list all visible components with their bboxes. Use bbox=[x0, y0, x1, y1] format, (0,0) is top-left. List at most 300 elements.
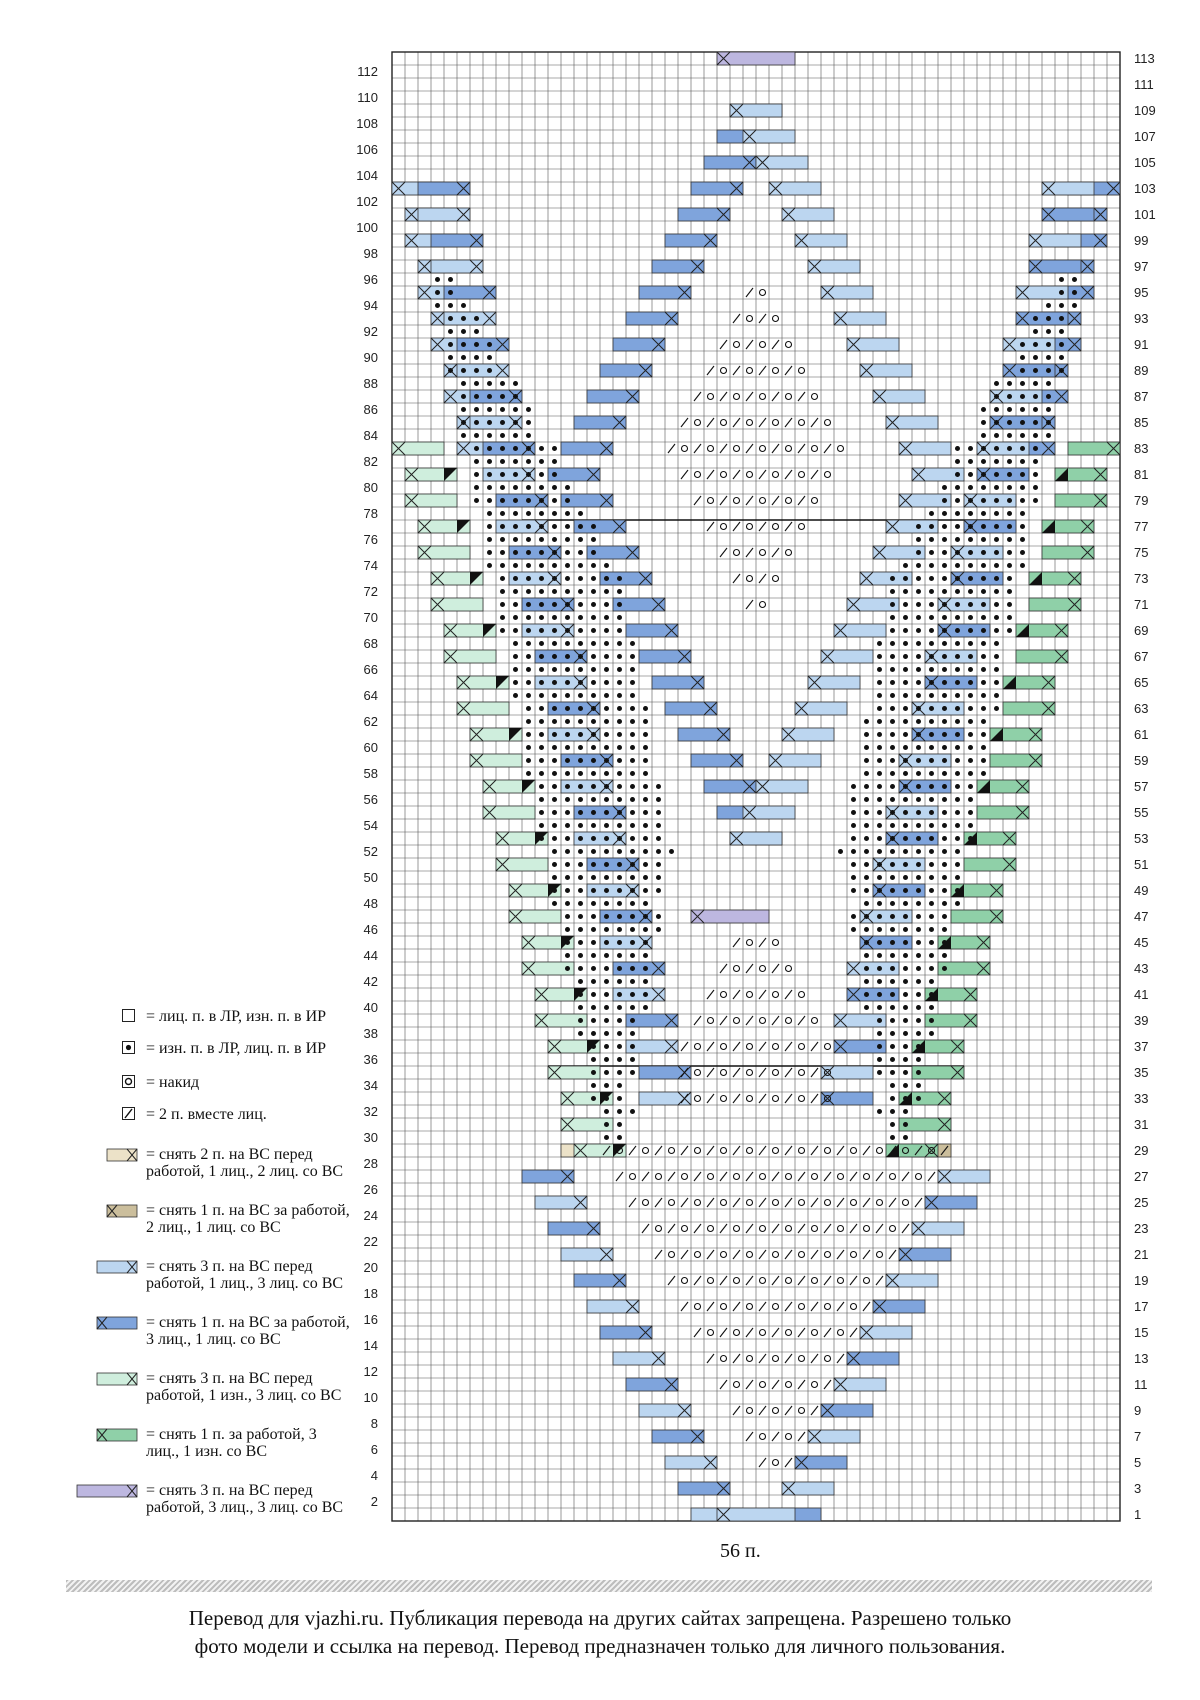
dot-square-icon bbox=[122, 1041, 136, 1055]
row-number-left: 8 bbox=[370, 1416, 378, 1431]
purl-dot bbox=[916, 927, 921, 932]
purl-dot bbox=[591, 771, 596, 776]
purl-dot bbox=[942, 797, 947, 802]
purl-dot bbox=[929, 771, 934, 776]
row-number-right: 63 bbox=[1134, 701, 1149, 716]
purl-dot bbox=[916, 914, 921, 919]
purl-dot bbox=[903, 849, 908, 854]
purl-dot bbox=[448, 355, 453, 360]
purl-dot bbox=[617, 979, 622, 984]
cable-blue-light-icon bbox=[94, 1260, 138, 1274]
purl-dot bbox=[1007, 381, 1012, 386]
purl-dot bbox=[916, 537, 921, 542]
purl-dot bbox=[890, 719, 895, 724]
purl-dot bbox=[955, 485, 960, 490]
purl-dot bbox=[461, 355, 466, 360]
cable-stitch bbox=[1055, 494, 1107, 507]
purl-dot bbox=[500, 433, 505, 438]
purl-dot bbox=[994, 381, 999, 386]
row-number-right: 33 bbox=[1134, 1091, 1149, 1106]
purl-dot bbox=[578, 862, 583, 867]
purl-dot bbox=[552, 810, 557, 815]
purl-dot bbox=[591, 654, 596, 659]
purl-dot bbox=[643, 797, 648, 802]
row-number-left: 58 bbox=[363, 766, 378, 781]
cable-stitch bbox=[834, 624, 886, 637]
purl-dot bbox=[513, 433, 518, 438]
cable-stitch bbox=[743, 130, 795, 143]
purl-dot bbox=[526, 498, 531, 503]
purl-dot bbox=[565, 550, 570, 555]
purl-dot bbox=[994, 446, 999, 451]
purl-dot bbox=[565, 823, 570, 828]
purl-dot bbox=[916, 745, 921, 750]
purl-dot bbox=[903, 745, 908, 750]
purl-dot bbox=[890, 862, 895, 867]
cable-stitch bbox=[626, 1378, 678, 1391]
cable-stitch bbox=[639, 1092, 691, 1105]
stitch-count-label: 56 п. bbox=[720, 1540, 761, 1562]
purl-dot bbox=[994, 576, 999, 581]
purl-dot bbox=[968, 810, 973, 815]
row-number-right: 65 bbox=[1134, 675, 1149, 690]
purl-dot bbox=[552, 823, 557, 828]
purl-dot bbox=[617, 940, 622, 945]
purl-dot bbox=[565, 862, 570, 867]
row-number-left: 50 bbox=[363, 870, 378, 885]
purl-dot bbox=[968, 615, 973, 620]
purl-dot bbox=[916, 758, 921, 763]
cable-stitch bbox=[834, 1378, 886, 1391]
purl-dot bbox=[604, 849, 609, 854]
purl-dot bbox=[552, 654, 557, 659]
row-number-left: 2 bbox=[370, 1494, 378, 1509]
row-number-left: 28 bbox=[363, 1156, 378, 1171]
purl-dot bbox=[890, 615, 895, 620]
purl-dot bbox=[890, 628, 895, 633]
purl-dot bbox=[838, 849, 843, 854]
purl-dot bbox=[929, 927, 934, 932]
purl-dot bbox=[474, 472, 479, 477]
purl-dot bbox=[864, 784, 869, 789]
purl-dot bbox=[916, 641, 921, 646]
purl-dot bbox=[955, 836, 960, 841]
purl-dot bbox=[942, 706, 947, 711]
purl-dot bbox=[851, 914, 856, 919]
purl-dot bbox=[994, 667, 999, 672]
purl-dot bbox=[903, 1005, 908, 1010]
row-number-left: 26 bbox=[363, 1182, 378, 1197]
purl-dot bbox=[630, 641, 635, 646]
cable-stitch bbox=[860, 1326, 912, 1339]
purl-dot bbox=[929, 654, 934, 659]
purl-dot bbox=[552, 602, 557, 607]
purl-dot bbox=[916, 654, 921, 659]
purl-dot bbox=[916, 901, 921, 906]
purl-dot bbox=[617, 654, 622, 659]
purl-dot bbox=[903, 680, 908, 685]
purl-dot bbox=[643, 732, 648, 737]
purl-dot bbox=[916, 1044, 921, 1049]
cable-stitch bbox=[561, 442, 613, 455]
purl-dot bbox=[1020, 355, 1025, 360]
purl-dot bbox=[903, 927, 908, 932]
purl-dot bbox=[916, 1083, 921, 1088]
purl-dot bbox=[929, 641, 934, 646]
purl-dot bbox=[630, 901, 635, 906]
purl-dot bbox=[513, 420, 518, 425]
purl-dot bbox=[955, 706, 960, 711]
purl-dot bbox=[513, 407, 518, 412]
purl-dot bbox=[487, 433, 492, 438]
purl-dot bbox=[929, 680, 934, 685]
purl-dot bbox=[578, 680, 583, 685]
cable-stitch bbox=[405, 494, 457, 507]
purl-dot bbox=[487, 511, 492, 516]
row-number-left: 90 bbox=[363, 350, 378, 365]
purl-dot bbox=[578, 927, 583, 932]
purl-dot bbox=[890, 888, 895, 893]
purl-dot bbox=[903, 1044, 908, 1049]
purl-dot bbox=[890, 953, 895, 958]
purl-dot bbox=[643, 914, 648, 919]
purl-dot bbox=[968, 745, 973, 750]
purl-dot bbox=[617, 862, 622, 867]
purl-dot bbox=[578, 979, 583, 984]
purl-dot bbox=[591, 836, 596, 841]
purl-dot bbox=[1007, 485, 1012, 490]
purl-dot bbox=[578, 576, 583, 581]
purl-dot bbox=[630, 888, 635, 893]
purl-dot bbox=[890, 771, 895, 776]
legend-swatch bbox=[77, 1485, 137, 1497]
row-number-right: 73 bbox=[1134, 571, 1149, 586]
purl-dot bbox=[877, 1057, 882, 1062]
purl-dot bbox=[461, 303, 466, 308]
purl-dot bbox=[981, 680, 986, 685]
purl-dot bbox=[500, 446, 505, 451]
row-number-left: 30 bbox=[363, 1130, 378, 1145]
purl-dot bbox=[877, 654, 882, 659]
purl-dot bbox=[929, 823, 934, 828]
purl-dot bbox=[630, 706, 635, 711]
purl-dot bbox=[656, 875, 661, 880]
purl-dot bbox=[552, 641, 557, 646]
purl-dot bbox=[656, 888, 661, 893]
purl-dot bbox=[461, 316, 466, 321]
purl-dot bbox=[630, 823, 635, 828]
purl-dot bbox=[643, 849, 648, 854]
purl-dot bbox=[617, 966, 622, 971]
purl-dot bbox=[630, 654, 635, 659]
row-number-left: 38 bbox=[363, 1026, 378, 1041]
purl-dot bbox=[578, 693, 583, 698]
purl-dot bbox=[968, 589, 973, 594]
purl-dot bbox=[539, 836, 544, 841]
purl-dot bbox=[968, 550, 973, 555]
purl-dot bbox=[903, 576, 908, 581]
purl-dot bbox=[578, 706, 583, 711]
purl-dot bbox=[994, 615, 999, 620]
purl-dot bbox=[643, 940, 648, 945]
purl-dot bbox=[955, 511, 960, 516]
cable-stitch bbox=[483, 806, 535, 819]
purl-dot bbox=[903, 797, 908, 802]
cable-stitch bbox=[834, 312, 886, 325]
row-number-right: 87 bbox=[1134, 389, 1149, 404]
row-number-left: 86 bbox=[363, 402, 378, 417]
purl-dot bbox=[539, 810, 544, 815]
purl-dot bbox=[513, 589, 518, 594]
purl-dot bbox=[604, 771, 609, 776]
purl-dot bbox=[1007, 407, 1012, 412]
purl-dot bbox=[890, 992, 895, 997]
purl-dot bbox=[474, 498, 479, 503]
purl-dot bbox=[955, 654, 960, 659]
cable-stitch bbox=[626, 624, 678, 637]
purl-dot bbox=[539, 485, 544, 490]
legend-label: = снять 3 п. на ВС перед работой, 3 лиц., 3 лиц. со ВС bbox=[146, 1482, 344, 1516]
purl-dot bbox=[448, 277, 453, 282]
purl-dot bbox=[591, 576, 596, 581]
purl-dot bbox=[1020, 563, 1025, 568]
purl-dot bbox=[617, 1122, 622, 1127]
row-number-left: 4 bbox=[370, 1468, 378, 1483]
purl-dot bbox=[877, 1044, 882, 1049]
legend-label: = изн. п. в ЛР, лиц. п. в ИР bbox=[146, 1040, 327, 1057]
purl-dot bbox=[552, 706, 557, 711]
purl-dot bbox=[578, 901, 583, 906]
purl-dot bbox=[513, 576, 518, 581]
purl-dot bbox=[903, 1096, 908, 1101]
purl-dot bbox=[591, 953, 596, 958]
cable-stitch bbox=[821, 1066, 873, 1079]
cable-stitch bbox=[600, 364, 652, 377]
purl-dot bbox=[994, 420, 999, 425]
row-number-right: 105 bbox=[1134, 155, 1156, 170]
purl-dot bbox=[617, 1031, 622, 1036]
purl-dot bbox=[604, 1096, 609, 1101]
row-number-right: 71 bbox=[1134, 597, 1149, 612]
purl-dot bbox=[994, 524, 999, 529]
purl-dot bbox=[526, 693, 531, 698]
cable-stitch bbox=[587, 1300, 639, 1313]
purl-dot bbox=[916, 576, 921, 581]
purl-dot bbox=[1033, 459, 1038, 464]
purl-dot bbox=[968, 446, 973, 451]
purl-dot bbox=[604, 745, 609, 750]
purl-dot bbox=[630, 979, 635, 984]
purl-dot bbox=[539, 680, 544, 685]
purl-dot bbox=[461, 342, 466, 347]
purl-dot bbox=[1059, 316, 1064, 321]
row-number-left: 98 bbox=[363, 246, 378, 261]
purl-dot bbox=[474, 407, 479, 412]
purl-dot bbox=[981, 433, 986, 438]
purl-dot bbox=[1020, 420, 1025, 425]
purl-dot bbox=[643, 979, 648, 984]
purl-dot bbox=[656, 810, 661, 815]
cable-stitch bbox=[808, 1430, 860, 1443]
purl-dot bbox=[656, 862, 661, 867]
purl-dot bbox=[903, 901, 908, 906]
purl-dot bbox=[578, 784, 583, 789]
row-number-right: 49 bbox=[1134, 883, 1149, 898]
purl-dot bbox=[539, 602, 544, 607]
purl-dot bbox=[929, 511, 934, 516]
purl-dot bbox=[916, 953, 921, 958]
purl-dot bbox=[513, 511, 518, 516]
purl-dot bbox=[617, 641, 622, 646]
purl-dot bbox=[500, 628, 505, 633]
purl-dot bbox=[448, 368, 453, 373]
purl-dot bbox=[929, 628, 934, 633]
purl-dot bbox=[565, 576, 570, 581]
purl-dot bbox=[591, 563, 596, 568]
purl-dot bbox=[877, 732, 882, 737]
cable-stitch bbox=[886, 1274, 938, 1287]
purl-dot bbox=[526, 563, 531, 568]
purl-dot bbox=[539, 511, 544, 516]
purl-dot bbox=[526, 719, 531, 724]
purl-dot bbox=[513, 693, 518, 698]
purl-dot bbox=[617, 810, 622, 815]
purl-dot bbox=[929, 615, 934, 620]
purl-dot bbox=[591, 550, 596, 555]
purl-dot bbox=[903, 1135, 908, 1140]
purl-dot bbox=[552, 888, 557, 893]
row-number-left: 34 bbox=[363, 1078, 378, 1093]
row-number-right: 69 bbox=[1134, 623, 1149, 638]
legend-swatch bbox=[97, 1429, 137, 1441]
purl-dot bbox=[994, 472, 999, 477]
purl-dot bbox=[942, 823, 947, 828]
purl-dot bbox=[864, 849, 869, 854]
purl-dot bbox=[942, 628, 947, 633]
purl-dot bbox=[916, 784, 921, 789]
cable-stitch bbox=[444, 650, 496, 663]
purl-dot bbox=[968, 706, 973, 711]
purl-dot bbox=[591, 914, 596, 919]
purl-dot bbox=[955, 576, 960, 581]
purl-dot bbox=[565, 485, 570, 490]
purl-dot bbox=[630, 849, 635, 854]
purl-dot bbox=[877, 849, 882, 854]
purl-dot bbox=[942, 576, 947, 581]
purl-dot bbox=[539, 563, 544, 568]
purl-dot bbox=[903, 979, 908, 984]
purl-dot bbox=[448, 290, 453, 295]
row-number-right: 113 bbox=[1134, 51, 1155, 66]
cable-stitch bbox=[938, 1170, 990, 1183]
cable-stitch bbox=[717, 1508, 795, 1521]
row-number-right: 47 bbox=[1134, 909, 1149, 924]
purl-dot bbox=[448, 316, 453, 321]
purl-dot bbox=[981, 602, 986, 607]
purl-dot bbox=[877, 927, 882, 932]
row-number-left: 72 bbox=[363, 584, 378, 599]
purl-dot bbox=[903, 706, 908, 711]
purl-dot bbox=[539, 615, 544, 620]
purl-dot bbox=[539, 771, 544, 776]
purl-dot bbox=[981, 706, 986, 711]
cable-stitch bbox=[600, 1326, 652, 1339]
purl-dot bbox=[981, 758, 986, 763]
purl-dot bbox=[578, 810, 583, 815]
purl-dot bbox=[565, 589, 570, 594]
purl-dot bbox=[994, 537, 999, 542]
purl-dot bbox=[1033, 498, 1038, 503]
purl-dot bbox=[617, 706, 622, 711]
purl-dot bbox=[929, 914, 934, 919]
purl-dot bbox=[864, 940, 869, 945]
purl-dot bbox=[877, 641, 882, 646]
purl-dot bbox=[955, 823, 960, 828]
purl-dot bbox=[916, 823, 921, 828]
purl-dot bbox=[500, 498, 505, 503]
purl-dot bbox=[552, 537, 557, 542]
cable-stitch bbox=[743, 806, 795, 819]
purl-dot bbox=[1033, 420, 1038, 425]
purl-dot bbox=[994, 459, 999, 464]
purl-dot bbox=[591, 641, 596, 646]
cable-stitch bbox=[418, 546, 470, 559]
purl-dot bbox=[474, 329, 479, 334]
cable-stitch bbox=[1042, 208, 1094, 221]
purl-dot bbox=[500, 537, 505, 542]
purl-dot bbox=[890, 1031, 895, 1036]
purl-dot bbox=[565, 927, 570, 932]
cable-stitch bbox=[392, 442, 444, 455]
purl-dot bbox=[955, 615, 960, 620]
purl-dot bbox=[994, 706, 999, 711]
purl-dot bbox=[890, 901, 895, 906]
purl-dot bbox=[903, 953, 908, 958]
purl-dot bbox=[604, 901, 609, 906]
purl-dot bbox=[591, 589, 596, 594]
purl-dot bbox=[526, 602, 531, 607]
purl-dot bbox=[929, 810, 934, 815]
row-number-right: 109 bbox=[1134, 103, 1156, 118]
purl-dot bbox=[552, 589, 557, 594]
cable-stitch bbox=[964, 858, 1016, 871]
cable-stitch bbox=[873, 390, 925, 403]
purl-dot bbox=[916, 1070, 921, 1075]
purl-dot bbox=[526, 641, 531, 646]
row-number-left: 62 bbox=[363, 714, 378, 729]
purl-dot bbox=[864, 888, 869, 893]
cable-stitch bbox=[795, 1456, 847, 1469]
row-number-left: 48 bbox=[363, 896, 378, 911]
purl-dot bbox=[630, 953, 635, 958]
purl-dot bbox=[552, 511, 557, 516]
purl-dot bbox=[500, 472, 505, 477]
purl-dot bbox=[565, 836, 570, 841]
purl-dot bbox=[617, 758, 622, 763]
purl-dot bbox=[942, 888, 947, 893]
purl-dot bbox=[630, 836, 635, 841]
purl-dot bbox=[903, 693, 908, 698]
legend-swatch bbox=[97, 1261, 137, 1273]
row-number-right: 39 bbox=[1134, 1013, 1149, 1028]
purl-dot bbox=[929, 719, 934, 724]
purl-dot bbox=[903, 1122, 908, 1127]
purl-dot bbox=[916, 719, 921, 724]
purl-dot bbox=[513, 654, 518, 659]
purl-dot bbox=[955, 901, 960, 906]
purl-dot bbox=[981, 563, 986, 568]
purl-dot bbox=[552, 693, 557, 698]
